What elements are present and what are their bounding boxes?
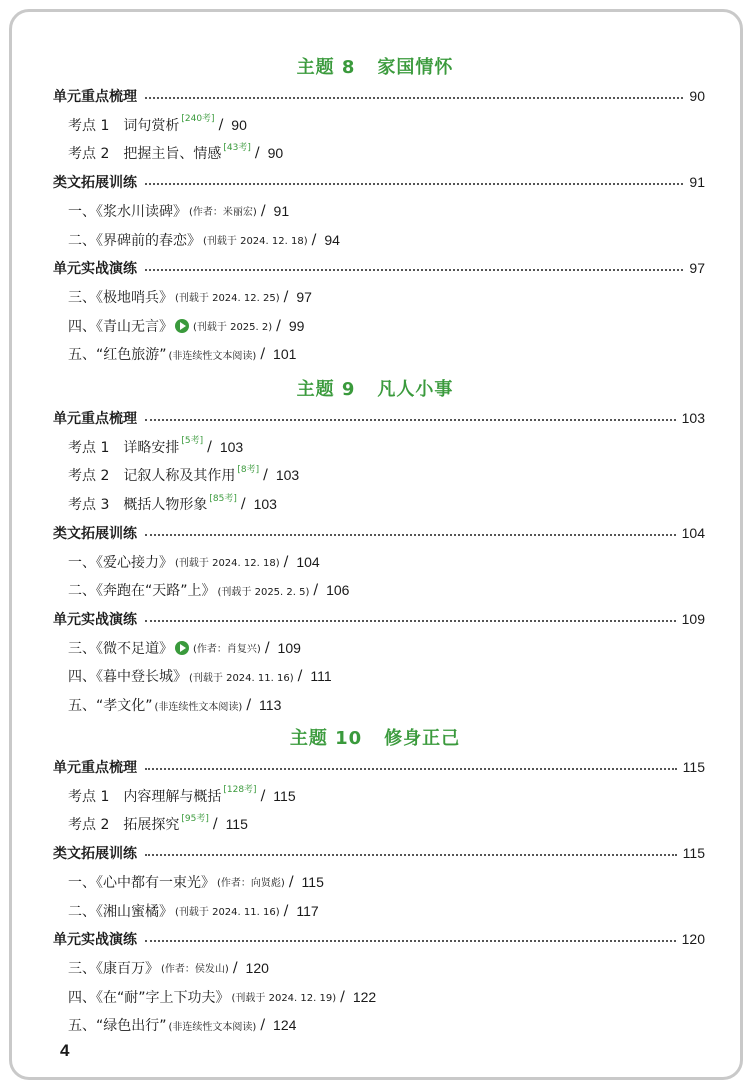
- entry-title: 五、“孝文化”: [68, 698, 153, 714]
- section-page: 115: [682, 845, 705, 862]
- separator: /: [283, 902, 289, 919]
- section-row[interactable]: [53, 171, 705, 193]
- entry-title: 二、《湘山蜜橘》: [68, 903, 173, 920]
- entry-page: 101: [273, 346, 297, 363]
- entry-title: 一、《爱心接力》: [68, 554, 173, 571]
- toc-entry[interactable]: [68, 436, 243, 458]
- exam-count-badge: [5考]: [181, 436, 204, 447]
- entry-title: 三、《极地哨兵》: [68, 289, 173, 306]
- entry-note: (刊载于 2024. 11. 16): [189, 672, 294, 684]
- topic-heading: [0, 53, 750, 79]
- topic-label: 主题 10: [289, 728, 363, 749]
- toc-entry[interactable]: [68, 871, 324, 893]
- dot-leader: [145, 419, 676, 421]
- separator: /: [311, 231, 317, 248]
- entry-page: 90: [267, 145, 284, 162]
- separator: /: [246, 697, 252, 713]
- section-row[interactable]: [53, 522, 705, 544]
- entry-page: 94: [324, 231, 340, 248]
- section-row[interactable]: [53, 257, 705, 279]
- toc-entry[interactable]: [68, 493, 277, 515]
- entry-page: 103: [275, 467, 300, 484]
- separator: /: [313, 582, 319, 599]
- entry-page: 103: [219, 438, 244, 455]
- entry-title: 考点 3 概括人物形象: [68, 497, 208, 514]
- entry-note: (刊载于 2024. 12. 18): [175, 558, 280, 569]
- dot-leader: [145, 768, 677, 770]
- separator: /: [260, 346, 266, 363]
- entry-title: 一、《心中都有一束光》: [68, 874, 215, 891]
- section-page: 104: [681, 524, 705, 541]
- dot-leader: [145, 269, 683, 271]
- play-icon[interactable]: [175, 641, 189, 655]
- toc-entry[interactable]: [68, 200, 289, 222]
- dot-leader: [145, 97, 683, 99]
- toc-entry[interactable]: [68, 315, 304, 337]
- section-title: 单元实战演练: [53, 611, 137, 628]
- toc-entry[interactable]: [68, 637, 301, 659]
- section-title: 单元实战演练: [53, 932, 137, 949]
- section-title: 单元重点梳理: [53, 89, 137, 105]
- section-title: 单元重点梳理: [53, 411, 137, 427]
- separator: /: [276, 317, 281, 334]
- toc-entry[interactable]: [68, 464, 299, 486]
- exam-count-badge: [85考]: [209, 493, 237, 504]
- entry-title: 二、《奔跑在“天路”上》: [68, 583, 216, 600]
- entry-title: 二、《界碑前的春恋》: [68, 232, 201, 249]
- entry-note: (刊载于 2024. 11. 16): [175, 907, 280, 918]
- page-number: 4: [60, 1041, 70, 1060]
- separator: /: [263, 467, 268, 484]
- section-page: 120: [681, 931, 705, 948]
- entry-title: 考点 2 把握主旨、情感: [68, 146, 222, 163]
- entry-page: 115: [225, 816, 248, 833]
- exam-count-badge: [95考]: [181, 813, 209, 824]
- section-title: 单元实战演练: [53, 261, 137, 278]
- separator: /: [264, 639, 270, 656]
- section-row[interactable]: [53, 756, 705, 778]
- entry-page: 103: [253, 496, 277, 513]
- exam-count-badge: [43考]: [223, 142, 251, 153]
- entry-page: 91: [273, 202, 290, 219]
- entry-page: 104: [296, 553, 320, 570]
- toc-entry[interactable]: [68, 551, 320, 573]
- exam-count-badge: [128考]: [223, 785, 257, 796]
- section-title: 类文拓展训练: [53, 175, 137, 192]
- entry-note: (作者：侯发山): [161, 964, 229, 976]
- section-page: 97: [689, 260, 705, 277]
- separator: /: [260, 202, 266, 219]
- section-page: 91: [689, 174, 705, 191]
- entry-title: 五、“绿色出行”: [68, 1018, 167, 1035]
- section-page: 115: [682, 759, 705, 775]
- toc-entry[interactable]: [68, 343, 296, 365]
- separator: /: [283, 288, 289, 305]
- entry-note: (作者：米丽宏): [189, 207, 257, 219]
- section-row[interactable]: [53, 85, 705, 107]
- dot-leader: [145, 940, 676, 942]
- separator: /: [218, 116, 224, 133]
- topic-heading: [0, 375, 750, 401]
- dot-leader: [145, 854, 677, 856]
- separator: /: [340, 988, 345, 1005]
- topic-title: 修身正己: [384, 728, 461, 749]
- toc-entry[interactable]: [68, 114, 247, 136]
- entry-note: (作者：肖复兴): [193, 644, 261, 656]
- section-row[interactable]: [53, 608, 705, 630]
- entry-title: 四、《在“耐”字上下功夫》: [68, 989, 230, 1006]
- toc-entry[interactable]: [68, 986, 376, 1008]
- entry-title: 三、《康百万》: [68, 960, 159, 977]
- separator: /: [232, 959, 238, 976]
- entry-note: (刊载于 2024. 12. 19): [231, 993, 337, 1005]
- entry-page: 106: [326, 582, 350, 599]
- entry-page: 111: [310, 668, 332, 685]
- entry-note: (刊载于 2025. 2): [193, 322, 273, 334]
- toc-entry[interactable]: [68, 957, 269, 979]
- toc-entry[interactable]: [68, 694, 281, 716]
- entry-page: 120: [245, 959, 269, 976]
- topic-label: 主题 8: [296, 57, 356, 78]
- dot-leader: [145, 534, 676, 536]
- topic-title: 凡人小事: [377, 379, 454, 400]
- separator: /: [254, 145, 260, 162]
- exam-count-badge: [240考]: [181, 114, 215, 125]
- separator: /: [260, 1017, 266, 1034]
- entry-title: 考点 1 内容理解与概括: [68, 788, 222, 805]
- separator: /: [207, 438, 212, 455]
- dot-leader: [145, 183, 683, 185]
- entry-note: (非连续性文本阅读): [154, 701, 243, 713]
- entry-title: 一、《浆水川读碑》: [68, 203, 187, 220]
- separator: /: [260, 787, 266, 804]
- separator: /: [288, 873, 294, 890]
- topic-heading: [0, 724, 750, 750]
- topic-title: 家国情怀: [377, 57, 454, 78]
- entry-note: (非连续性文本阅读): [168, 350, 257, 362]
- toc-entry[interactable]: [68, 813, 248, 835]
- entry-page: 117: [296, 902, 319, 919]
- entry-title: 考点 1 词句赏析: [68, 117, 180, 134]
- toc-entry[interactable]: [68, 229, 340, 251]
- section-page: 90: [689, 88, 705, 104]
- section-row[interactable]: [53, 842, 705, 864]
- dot-leader: [145, 620, 676, 622]
- entry-page: 115: [273, 787, 296, 804]
- exam-count-badge: [8考]: [237, 464, 260, 475]
- entry-title: 四、《暮中登长城》: [68, 669, 187, 686]
- entry-page: 124: [273, 1017, 297, 1034]
- section-title: 单元重点梳理: [53, 760, 137, 776]
- toc-entry[interactable]: [68, 579, 349, 601]
- section-page: 109: [681, 610, 705, 627]
- topic-label: 主题 9: [296, 379, 356, 400]
- entry-title: 三、《微不足道》: [68, 640, 173, 657]
- entry-title: 四、《青山无言》: [68, 318, 173, 335]
- entry-page: 109: [277, 639, 301, 656]
- toc-entry[interactable]: [68, 665, 332, 687]
- entry-note: (刊载于 2024. 12. 25): [175, 293, 280, 305]
- section-title: 类文拓展训练: [53, 846, 137, 863]
- entry-note: (刊载于 2025. 2. 5): [217, 586, 310, 598]
- play-icon[interactable]: [175, 319, 189, 333]
- entry-note: (刊载于 2024. 12. 18): [203, 236, 308, 247]
- toc-entry[interactable]: [68, 1014, 296, 1036]
- separator: /: [212, 816, 218, 833]
- entry-note: (作者：向贤彪): [217, 878, 285, 890]
- separator: /: [283, 553, 289, 570]
- toc-entry[interactable]: [68, 286, 312, 308]
- entry-page: 99: [288, 317, 305, 334]
- entry-title: 五、“红色旅游”: [68, 347, 167, 364]
- section-title: 类文拓展训练: [53, 525, 137, 542]
- section-page: 103: [681, 410, 705, 426]
- entry-page: 90: [231, 116, 247, 133]
- section-row[interactable]: [53, 407, 705, 429]
- toc-entry[interactable]: [68, 785, 296, 807]
- entry-page: 122: [352, 988, 377, 1005]
- entry-page: 113: [259, 697, 282, 713]
- separator: /: [240, 496, 246, 513]
- toc-entry[interactable]: [68, 900, 319, 922]
- entry-page: 115: [301, 873, 324, 890]
- entry-title: 考点 2 拓展探究: [68, 817, 180, 834]
- entry-page: 97: [296, 288, 312, 305]
- toc-entry[interactable]: [68, 142, 283, 164]
- section-row[interactable]: [53, 928, 705, 950]
- entry-title: 考点 2 记叙人称及其作用: [68, 468, 236, 485]
- separator: /: [297, 668, 303, 685]
- entry-title: 考点 1 详略安排: [68, 439, 180, 456]
- entry-note: (非连续性文本阅读): [168, 1021, 257, 1033]
